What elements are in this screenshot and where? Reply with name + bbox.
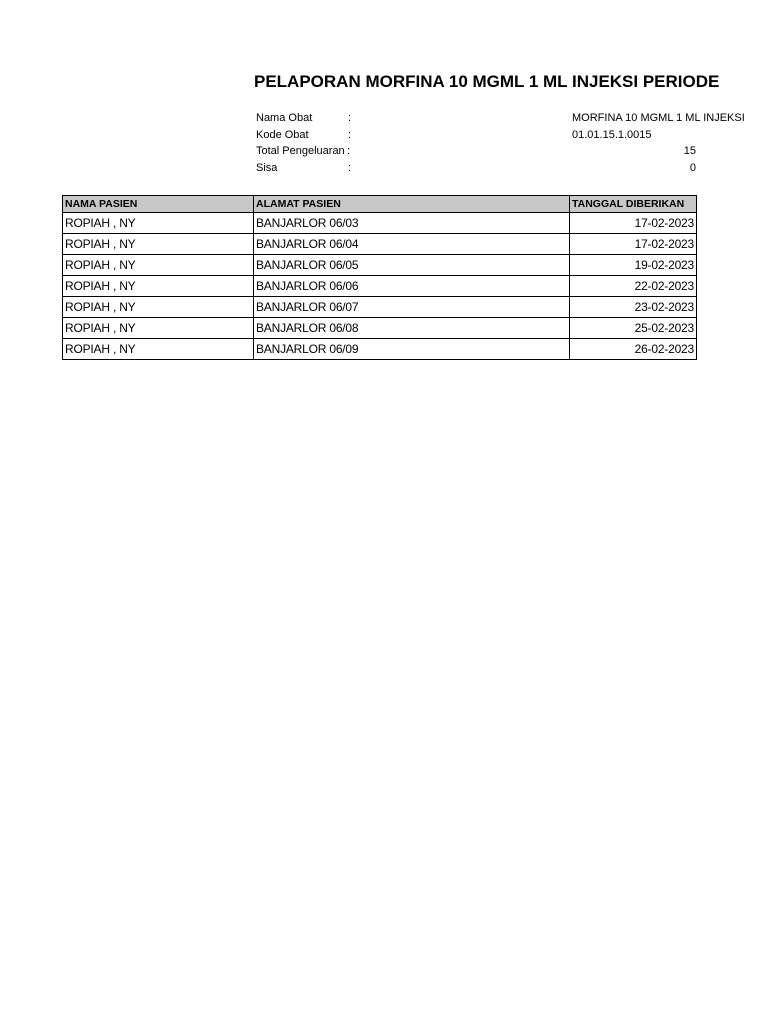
info-value-drug-code: 01.01.15.1.0015 [572,128,652,141]
info-colon: : [348,161,352,174]
info-row-total-pengeluaran [256,143,696,160]
cell-patient-address: BANJARLOR 06/06 [254,276,570,297]
drug-info-block [256,110,745,176]
cell-patient-name: ROPIAH , NY [63,318,254,339]
cell-patient-name: ROPIAH , NY [63,255,254,276]
cell-patient-address: BANJARLOR 06/07 [254,297,570,318]
info-colon: : [348,112,352,124]
table-row [63,276,697,297]
table-row [63,234,697,255]
info-value-total-out: 15 [683,145,696,157]
table-row [63,255,697,276]
table-row [63,318,697,339]
cell-patient-address: BANJARLOR 06/08 [254,318,570,339]
cell-date-given: 25-02-2023 [570,318,697,339]
cell-patient-address: BANJARLOR 06/03 [254,213,570,234]
header-nama-pasien: NAMA PASIEN [63,196,254,213]
cell-date-given: 17-02-2023 [570,213,697,234]
info-colon: : [348,128,352,141]
cell-patient-address: BANJARLOR 06/04 [254,234,570,255]
info-label: Total Pengeluaran [256,145,345,157]
cell-patient-address: BANJARLOR 06/09 [254,339,570,360]
cell-patient-name: ROPIAH , NY [63,339,254,360]
cell-patient-name: ROPIAH , NY [63,234,254,255]
info-label: Kode Obat [256,128,309,141]
info-row-sisa [256,160,696,177]
cell-patient-name: ROPIAH , NY [63,276,254,297]
cell-date-given: 17-02-2023 [570,234,697,255]
cell-patient-name: ROPIAH , NY [63,297,254,318]
patient-table [62,195,697,360]
report-title: PELAPORAN MORFINA 10 MGML 1 ML INJEKSI PERIODE [254,72,720,91]
info-row-kode-obat [256,127,696,144]
cell-date-given: 22-02-2023 [570,276,697,297]
table-header-row [63,196,697,213]
table-row [63,339,697,360]
cell-date-given: 19-02-2023 [570,255,697,276]
info-value-drug-name: MORFINA 10 MGML 1 ML INJEKSI [572,112,745,124]
info-label: Sisa [256,161,278,174]
cell-patient-address: BANJARLOR 06/05 [254,255,570,276]
info-colon: : [347,145,351,157]
header-alamat-pasien: ALAMAT PASIEN [254,196,570,213]
cell-date-given: 23-02-2023 [570,297,697,318]
cell-date-given: 26-02-2023 [570,339,697,360]
info-row-nama-obat [256,110,745,127]
info-value-remaining: 0 [689,161,696,174]
cell-patient-name: ROPIAH , NY [63,213,254,234]
header-tanggal-diberikan: TANGGAL DIBERIKAN [570,196,697,213]
info-label: Nama Obat [256,112,313,124]
table-row [63,213,697,234]
table-row [63,297,697,318]
